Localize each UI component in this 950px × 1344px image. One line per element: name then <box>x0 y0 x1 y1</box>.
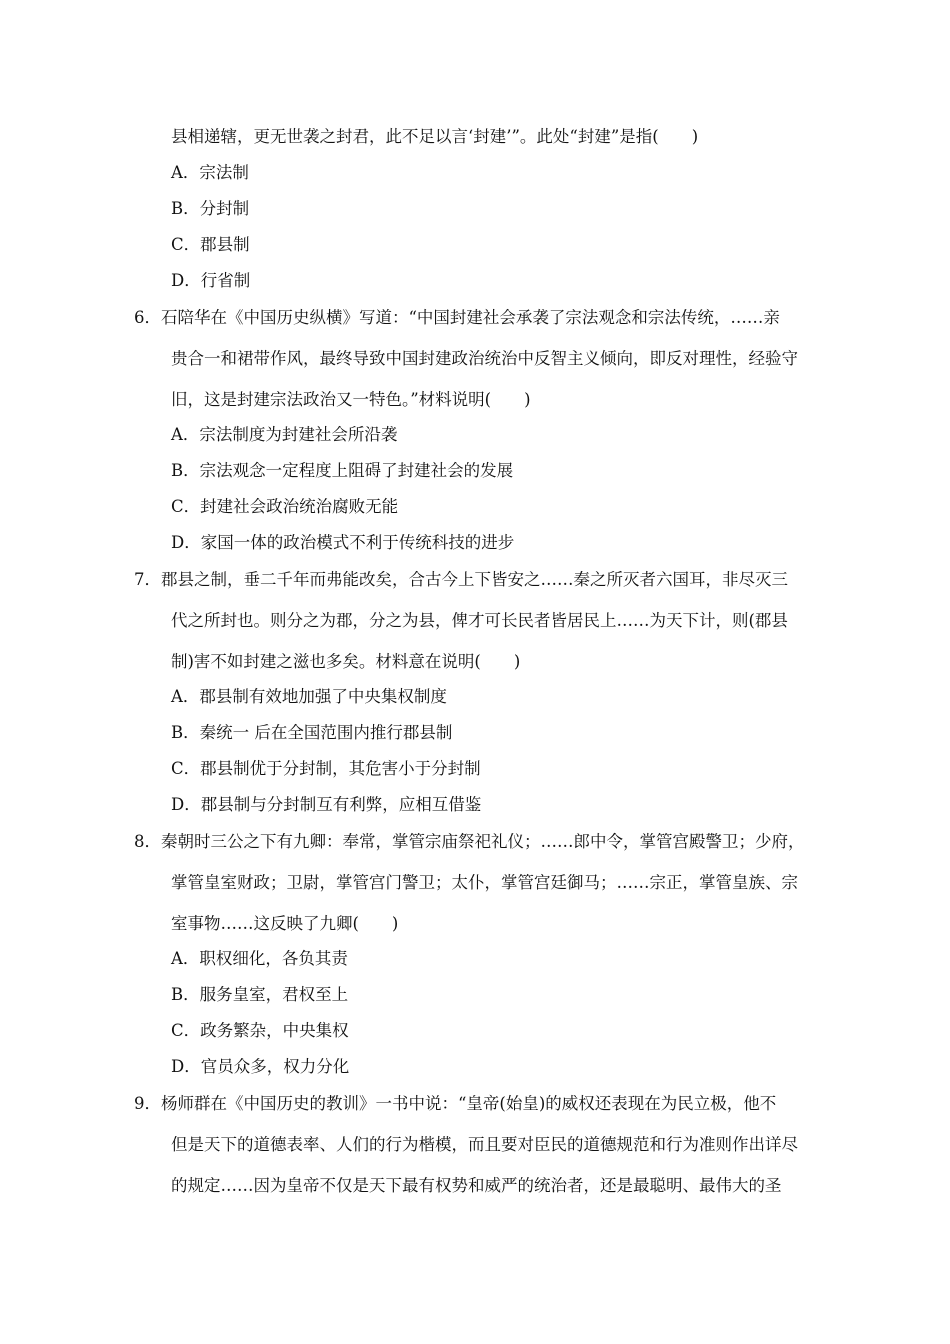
question-8-option-d: D．官员众多，权力分化 <box>171 1057 350 1076</box>
question-8-option-c: C．政务繁杂，中央集权 <box>171 1021 349 1040</box>
question-6-option-d: D．家国一体的政治模式不利于传统科技的进步 <box>171 533 515 552</box>
question-5-option-a: A．宗法制 <box>171 163 249 182</box>
question-6-option-b: B．宗法观念一定程度上阻碍了封建社会的发展 <box>171 461 514 480</box>
question-8-option-a: A．职权细化，各负其责 <box>171 949 348 968</box>
question-7-option-c: C．郡县制优于分封制，其危害小于分封制 <box>171 759 481 778</box>
question-7-stem-line-2: 代之所封也。则分之为郡，分之为县，俾才可长民者皆居民上……为天下计，则(郡县 <box>171 611 788 630</box>
question-5-option-b: B．分封制 <box>171 199 250 218</box>
question-7-stem-line-3: 制)害不如封建之滋也多矣。材料意在说明( ) <box>171 652 521 671</box>
question-9-stem-line-1: 9．杨师群在《中国历史的教训》一书中说：“皇帝(始皇)的威权还表现在为民立极，他不 <box>134 1094 777 1113</box>
question-6-stem-line-3: 旧，这是封建宗法政治又一特色。”材料说明( ) <box>171 390 531 409</box>
question-6-option-c: C．封建社会政治统治腐败无能 <box>171 497 399 516</box>
question-8-stem-line-1: 8．秦朝时三公之下有九卿：奉常，掌管宗庙祭祀礼仪；……郎中令，掌管宫殿警卫；少府， <box>134 832 805 851</box>
question-6-option-a: A．宗法制度为封建社会所沿袭 <box>171 425 398 444</box>
question-9-stem-line-2: 但是天下的道德表率、人们的行为楷模，而且要对臣民的道德规范和行为准则作出详尽 <box>171 1135 798 1154</box>
question-9-stem-line-3: 的规定……因为皇帝不仅是天下最有权势和威严的统治者，还是最聪明、最伟大的圣 <box>171 1176 782 1195</box>
question-5-option-d: D．行省制 <box>171 271 251 290</box>
question-7-option-b: B．秦统一 后在全国范围内推行郡县制 <box>171 723 453 742</box>
question-6-stem-line-2: 贵合一和裙带作风，最终导致中国封建政治统治中反智主义倾向，即反对理性，经验守 <box>171 349 798 368</box>
question-8-stem-line-2: 掌管皇室财政；卫尉，掌管宫门警卫；太仆，掌管宫廷御马；……宗正，掌管皇族、宗 <box>171 873 798 892</box>
question-6-stem-line-1: 6．石陪华在《中国历史纵横》写道：“中国封建社会承袭了宗法观念和宗法传统，……亲 <box>134 308 780 327</box>
question-7-option-a: A．郡县制有效地加强了中央集权制度 <box>171 687 447 706</box>
question-5-option-c: C．郡县制 <box>171 235 250 254</box>
question-8-option-b: B．服务皇室，君权至上 <box>171 985 349 1004</box>
question-8-stem-line-3: 室事物……这反映了九卿( ) <box>171 914 399 933</box>
question-7-option-d: D．郡县制与分封制互有利弊，应相互借鉴 <box>171 795 482 814</box>
question-5-stem-tail: 县相递辖，更无世袭之封君，此不足以言‘封建’”。此处“封建”是指( ) <box>171 127 699 146</box>
question-7-stem-line-1: 7．郡县之制，垂二千年而弗能改矣，合古今上下皆安之……秦之所灭者六国耳，非尽灭三 <box>134 570 788 589</box>
